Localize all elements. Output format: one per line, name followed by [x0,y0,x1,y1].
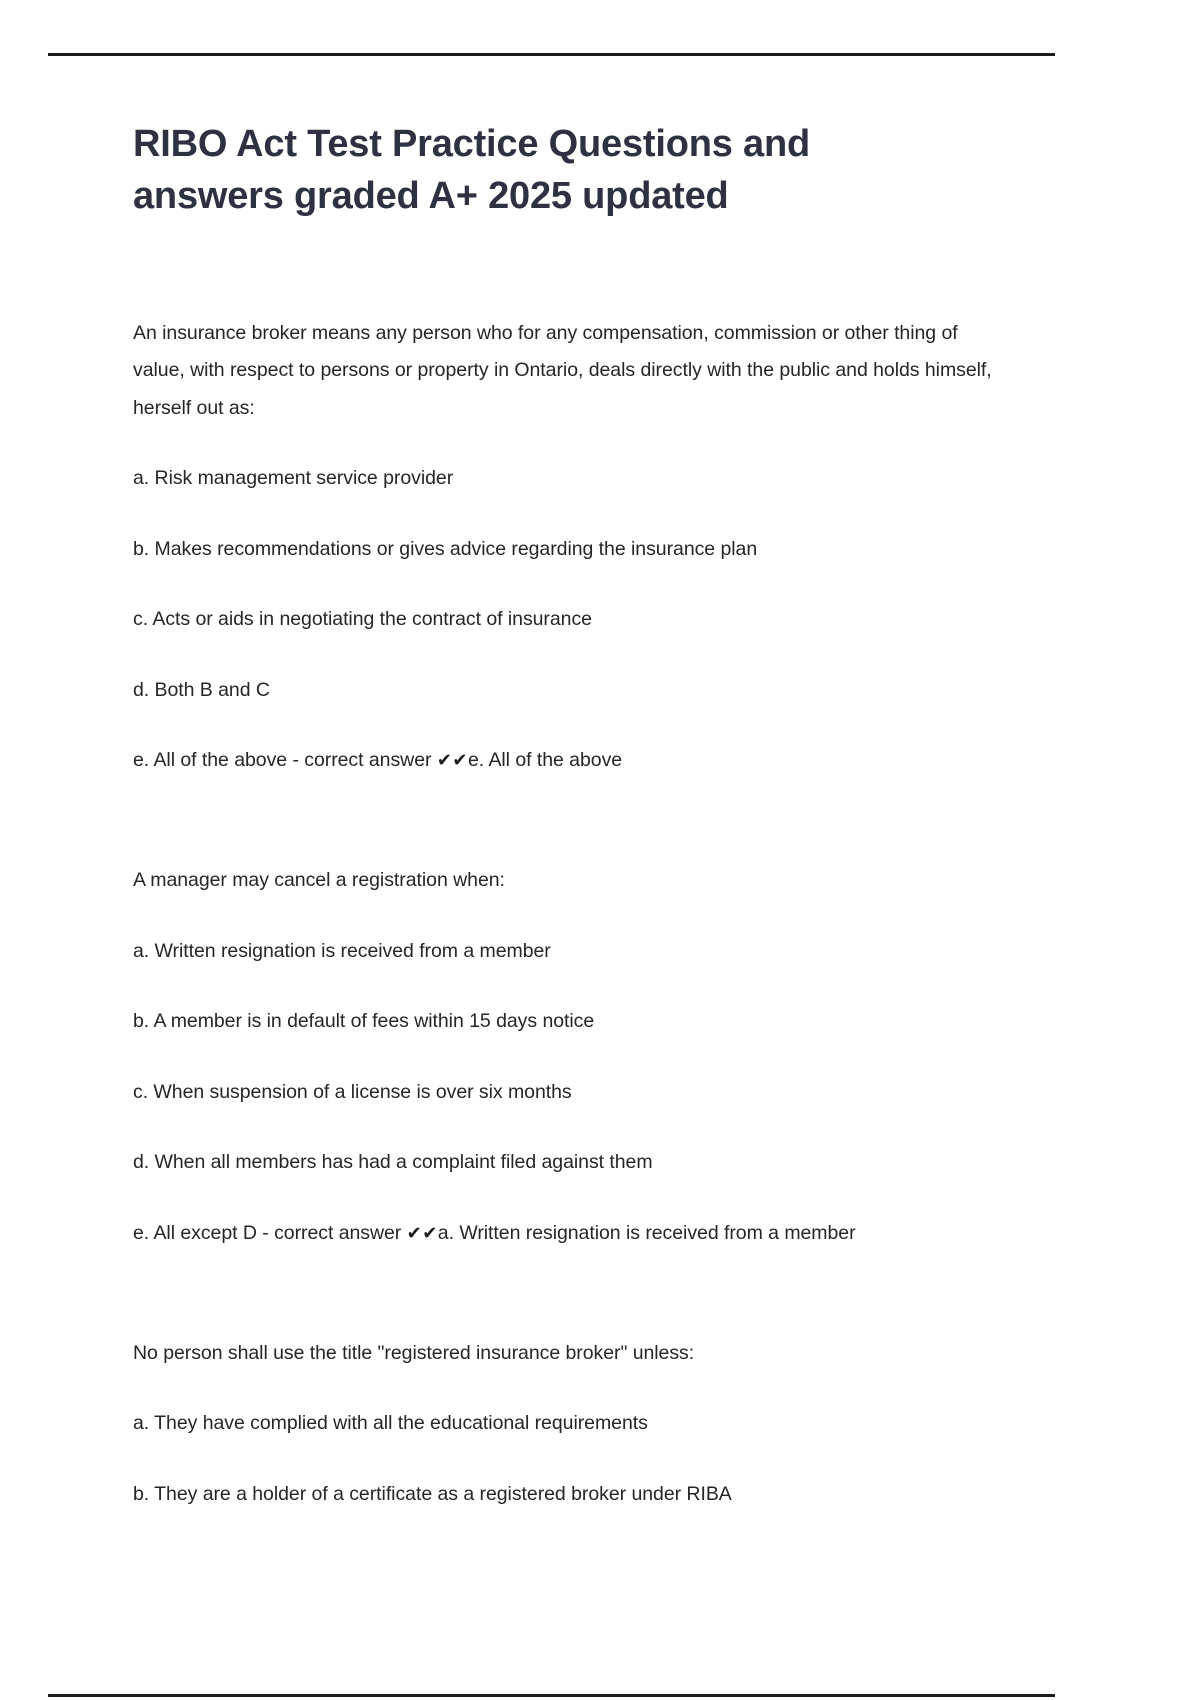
question-stem: No person shall use the title "registered insurance broker" unless: [133,1342,695,1364]
answer-prefix: e. All except D - correct answer [133,1221,407,1244]
question-list [133,315,1005,1513]
question-block-3 [133,1335,1005,1513]
answer-suffix: e. All of the above [467,748,623,771]
question-option: b. Makes recommendations or gives advice regarding the insurance plan [133,537,758,560]
checkmark-icon: ✔✔ [406,1222,438,1244]
answer-prefix: e. All of the above - correct answer [133,748,437,771]
question-option: d. When all members has had a complaint filed against them [133,1151,653,1174]
question-answer [133,1215,1005,1252]
question-stem: An insurance broker means any person who for any compensation, commission or other thing of value, with respect to persons or property in Ontario, deals directly with the public and holds himself, herself out as: [133,321,992,419]
question-block-1 [133,315,1005,780]
question-stem: A manager may cancel a registration when: [133,869,505,892]
question-option: c. When suspension of a license is over six months [133,1080,572,1103]
question-spacer [133,1285,1005,1335]
question-option: a. Written resignation is received from a member [133,939,551,962]
question-option: b. A member is in default of fees within 15 days notice [133,1010,595,1033]
answer-suffix: a. Written resignation is received from a member [437,1221,856,1244]
question-option: d. Both B and C [133,678,270,701]
header-divider-rule [48,53,1055,56]
question-option: c. Acts or aids in negotiating the contract of insurance [133,608,592,631]
question-option: b. They are a holder of a certificate as a registered broker under RIBA [133,1482,732,1505]
footer-divider-rule [48,1694,1055,1697]
question-block-2 [133,862,1005,1252]
question-option: a. They have complied with all the educational requirements [133,1412,648,1435]
question-answer [133,742,1005,779]
page-title: RIBO Act Test Practice Questions and answers graded A+ 2025 updated [133,123,810,218]
checkmark-icon: ✔✔ [436,749,468,771]
document-content [133,118,1005,1546]
question-option: a. Risk management service provider [133,467,454,490]
question-spacer [133,812,1005,862]
